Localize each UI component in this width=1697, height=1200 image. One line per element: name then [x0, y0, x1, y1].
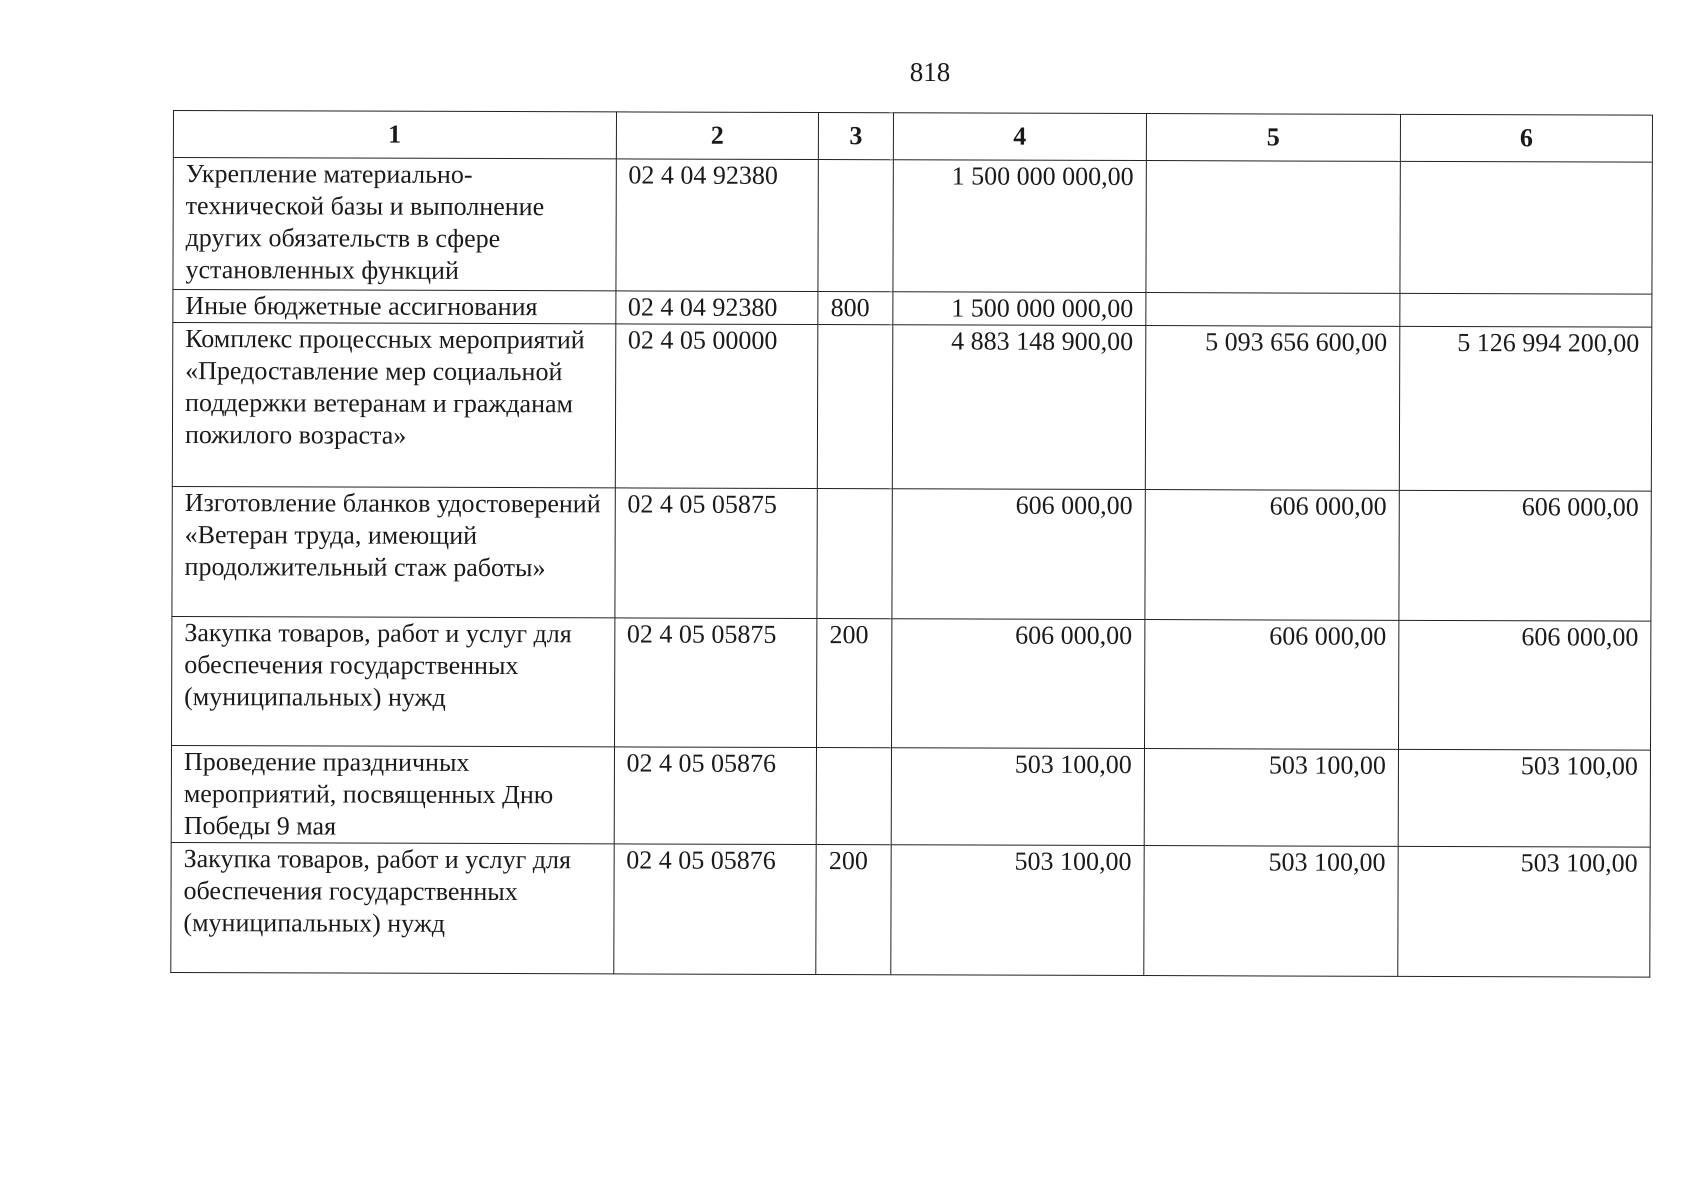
row-value-5-cell: 606 000,00 [1144, 620, 1398, 750]
column-header: 5 [1146, 114, 1400, 162]
row-type-cell: 800 [818, 292, 893, 325]
row-type-cell [818, 160, 893, 292]
table-row [171, 745, 1650, 847]
row-code-cell: 02 4 04 92380 [616, 159, 819, 292]
row-value-6-cell: 503 100,00 [1398, 846, 1651, 977]
row-type-cell: 200 [817, 619, 892, 748]
column-header: 1 [173, 111, 616, 159]
row-name-cell: Комплекс процессных мероприятий «Предоставление мер социальной поддержки ветеранам и гражданам пожилого возраста» [172, 323, 615, 488]
row-value-6-cell [1400, 161, 1653, 294]
column-header: 6 [1400, 114, 1652, 162]
row-value-6-cell: 606 000,00 [1399, 490, 1652, 621]
row-value-4-cell: 1 500 000 000,00 [893, 160, 1146, 293]
row-value-5-cell: 503 100,00 [1144, 846, 1398, 977]
column-header: 3 [819, 113, 894, 160]
column-header: 2 [616, 112, 819, 160]
row-value-5-cell [1146, 161, 1400, 294]
row-type-cell [818, 325, 893, 489]
row-code-cell: 02 4 04 92380 [615, 291, 818, 325]
row-code-cell: 02 4 05 05876 [613, 844, 816, 975]
row-type-cell [816, 748, 891, 845]
row-value-4-cell: 503 100,00 [891, 748, 1144, 846]
row-code-cell: 02 4 05 05876 [614, 747, 817, 845]
table-row [172, 616, 1651, 750]
budget-table [170, 110, 1653, 978]
row-type-cell: 200 [816, 845, 891, 975]
row-name-cell: Иные бюджетные ассигнования [173, 290, 616, 324]
row-name-cell: Закупка товаров, работ и услуг для обеспечения государственных (муниципальных) нужд [172, 616, 615, 746]
row-value-4-cell: 606 000,00 [892, 489, 1145, 620]
row-value-6-cell: 5 126 994 200,00 [1399, 326, 1652, 491]
table-row [172, 323, 1652, 492]
column-header: 4 [893, 113, 1146, 161]
row-value-5-cell: 503 100,00 [1144, 749, 1398, 847]
row-name-cell: Закупка товаров, работ и услуг для обеспечения государственных (муниципальных) нужд [171, 842, 614, 973]
row-value-4-cell: 503 100,00 [891, 845, 1144, 976]
table-row [171, 842, 1650, 977]
row-value-6-cell: 606 000,00 [1398, 620, 1650, 750]
row-name-cell: Укрепление материально-технической базы и выполнение других обязательств в сфере установленных функций [173, 158, 616, 291]
table-row [172, 486, 1651, 621]
header-row [173, 111, 1652, 163]
row-value-4-cell: 4 883 148 900,00 [892, 325, 1146, 490]
row-code-cell: 02 4 05 00000 [615, 324, 818, 489]
table-row [173, 290, 1652, 328]
row-code-cell: 02 4 05 05875 [614, 488, 817, 619]
budget-table-container [170, 110, 1653, 978]
row-value-4-cell: 606 000,00 [891, 619, 1144, 749]
row-type-cell [817, 489, 892, 619]
row-value-5-cell [1146, 293, 1400, 327]
row-value-4-cell: 1 500 000 000,00 [893, 292, 1146, 326]
page-number: 818 [909, 57, 951, 87]
row-name-cell: Изготовление бланков удостоверений «Ветеран труда, имеющий продолжительный стаж работы» [172, 486, 615, 617]
table-row [173, 158, 1652, 295]
row-value-5-cell: 5 093 656 600,00 [1145, 326, 1400, 491]
row-code-cell: 02 4 05 05875 [614, 618, 817, 748]
row-value-6-cell: 503 100,00 [1398, 749, 1650, 847]
row-value-5-cell: 606 000,00 [1145, 490, 1399, 621]
row-name-cell: Проведение праздничных мероприятий, посвященных Дню Победы 9 мая [171, 745, 614, 843]
row-value-6-cell [1400, 293, 1652, 327]
